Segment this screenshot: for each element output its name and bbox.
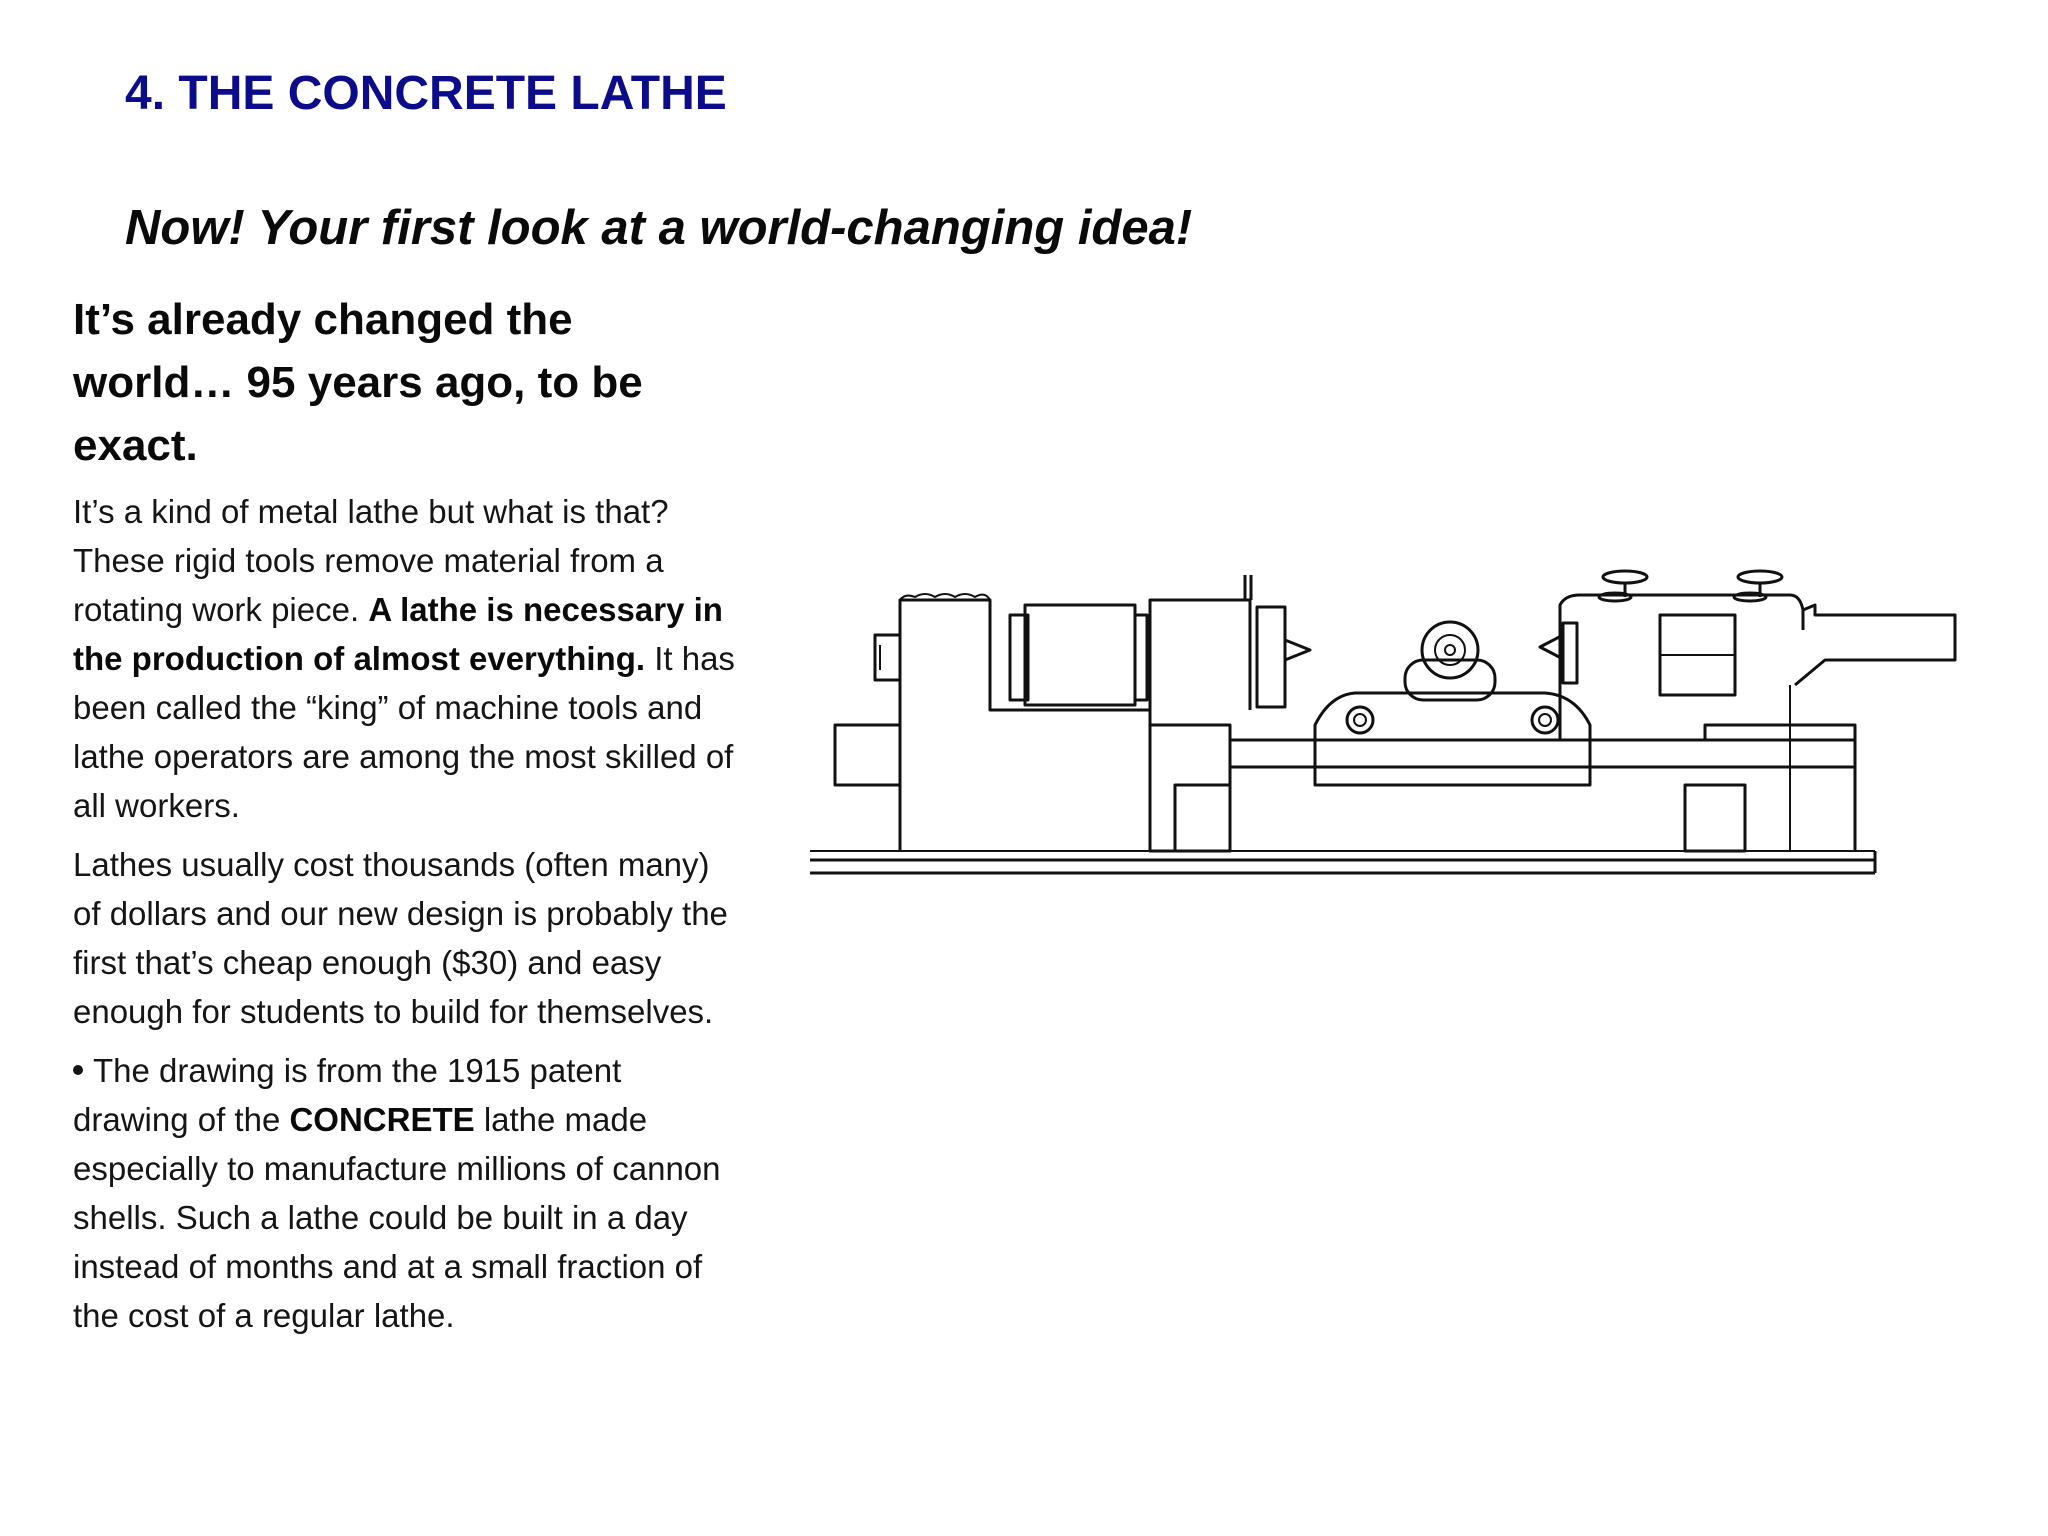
paragraph-bold-text: CONCRETE [289,1101,475,1138]
tailstock-handwheel-right [1738,571,1782,583]
patent-lathe-drawing [805,555,1960,885]
tailstock-lower-body [1705,725,1855,851]
paragraph-what-is-lathe [73,487,743,830]
lead-statement: It’s already changed the world… 95 years ago, to be exact. [73,295,643,470]
paragraph-text: lathe made especially to manufacture millions of cannon shells. Such a lathe could be built in a day instead of months and at a small fraction of the cost of a regular lathe. [73,1101,721,1334]
pulley-drum [1025,605,1135,705]
slide-heading: 4. THE CONCRETE LATHE [125,67,727,120]
tailstock-handwheel-left [1603,571,1647,583]
pulley-right-flange [1135,615,1147,700]
saddle-right-bolt [1532,707,1558,733]
tailstock-foot [1685,785,1745,851]
tailstock-quill [1563,623,1577,683]
paragraph-cost: Lathes usually cost thousands (often many) of dollars and our new design is probably the first that’s cheap enough ($30) and easy enough for students to build for themselves. [73,846,728,1030]
headstock-left-bracket [875,635,900,680]
spindle-nose-plate [1257,607,1285,707]
tailstock-rear-arm [1795,605,1955,685]
slide-tagline: Now! Your first look at a world-changing idea! [125,201,1193,255]
tailstock-body [1560,595,1803,740]
text-column [73,288,743,1350]
spindle-block [1150,600,1250,710]
tool-post-wheel [1422,622,1478,678]
paragraph-text: It has been called the “king” of machine tools and lathe operators are among the most skilled of all workers. [73,640,735,824]
paragraph-text: It’s a kind of metal lathe but what is that? These rigid tools remove material from a rotating work piece. [73,493,669,628]
saddle-left-bolt [1347,707,1373,733]
paragraph-bold-text: A lathe is necessary in the production of almost everything. [73,591,723,677]
paragraph-text: The drawing is from the 1915 patent drawing of the [73,1052,622,1138]
lathe-drawing-svg [805,555,1960,885]
left-foot-block [835,725,900,785]
live-center [1285,640,1310,660]
bullet-icon [73,1065,83,1075]
paragraph-patent-drawing [73,1046,743,1340]
center-support-block [1150,725,1230,851]
center-support-foot [1175,785,1230,851]
